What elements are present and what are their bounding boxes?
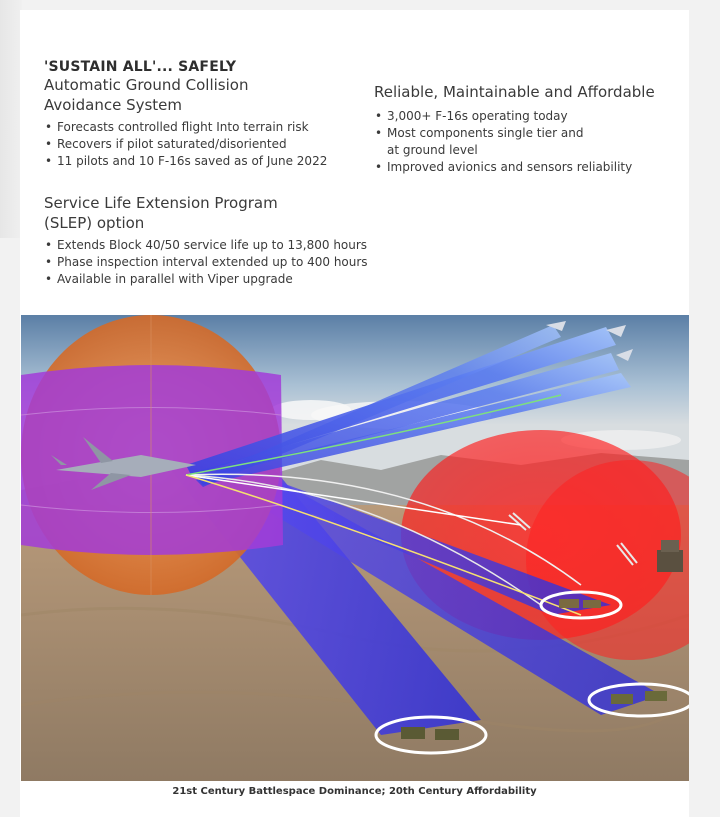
list-item: • Forecasts controlled flight Into terrain risk xyxy=(44,119,384,136)
slep-title-line2: (SLEP) option xyxy=(44,214,145,232)
agcas-bullet-list xyxy=(44,119,384,170)
list-item: • Recovers if pilot saturated/disoriented xyxy=(44,136,384,153)
reliable-title: Reliable, Maintainable and Affordable xyxy=(374,83,655,101)
slep-bullet-list xyxy=(44,237,404,288)
section-kicker: 'SUSTAIN ALL'... SAFELY xyxy=(44,59,237,75)
figure-caption: 21st Century Battlespace Dominance; 20th Century Affordability xyxy=(172,786,537,797)
list-item: • 3,000+ F-16s operating today xyxy=(374,108,674,125)
agcas-title-line2: Avoidance System xyxy=(44,96,183,114)
list-item: • Most components single tier and xyxy=(374,125,674,142)
agcas-title-line1: Automatic Ground Collision xyxy=(44,76,249,94)
battlespace-illustration xyxy=(21,315,689,781)
list-item: • Available in parallel with Viper upgrade xyxy=(44,271,404,288)
slep-title-line1: Service Life Extension Program xyxy=(44,194,278,212)
slep-section xyxy=(44,193,404,288)
agcas-section xyxy=(44,59,384,170)
list-item: • Extends Block 40/50 service life up to 13,800 hours xyxy=(44,237,404,254)
list-item-continuation: at ground level xyxy=(387,143,478,157)
page-edge-shadow xyxy=(0,0,22,238)
reliable-section xyxy=(374,82,674,176)
document-page xyxy=(20,10,689,817)
reliable-bullet-list xyxy=(374,108,674,176)
list-item: • Improved avionics and sensors reliability xyxy=(374,159,674,176)
list-item: • Phase inspection interval extended up to 400 hours xyxy=(44,254,404,271)
list-item: • 11 pilots and 10 F-16s saved as of June 2022 xyxy=(44,153,384,170)
